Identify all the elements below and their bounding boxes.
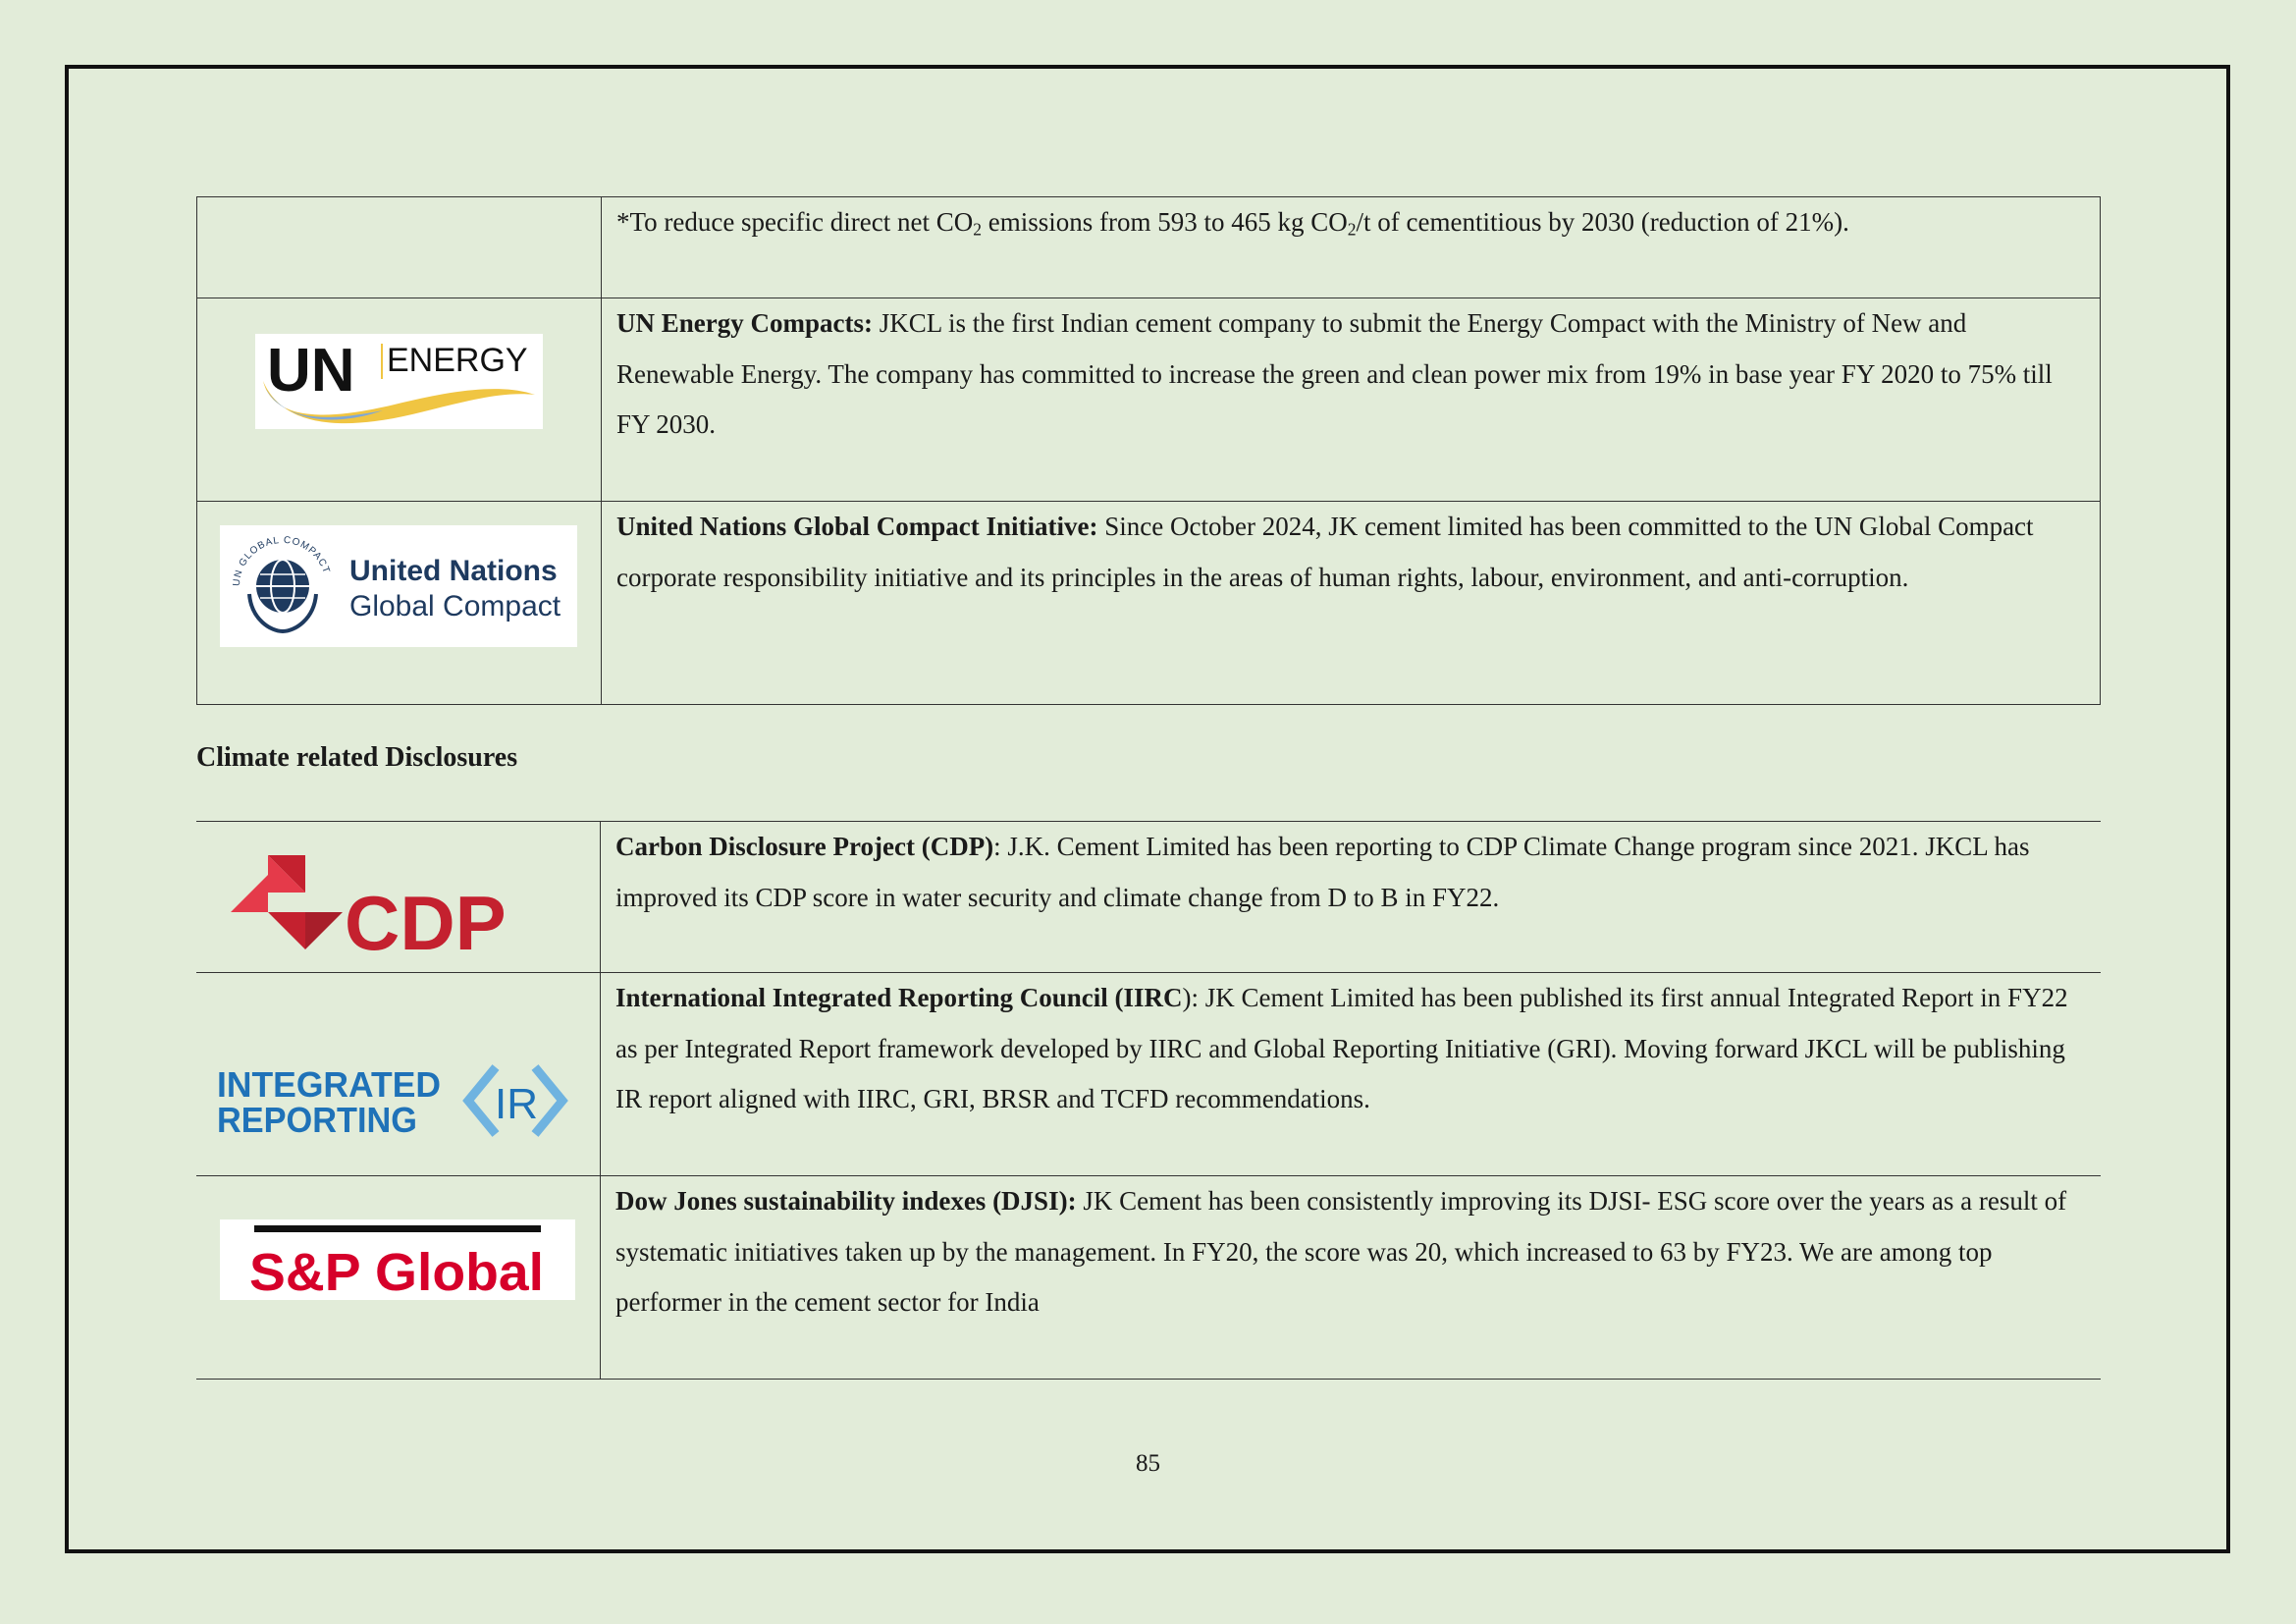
djsi-label: Dow Jones sustainability indexes (DJSI):	[615, 1186, 1077, 1216]
table-row	[197, 502, 2101, 705]
ungc-cell	[602, 502, 2101, 705]
cdp-label: Carbon Disclosure Project (CDP)	[615, 832, 994, 861]
un-energy-text: JKCL is the first Indian cement company to submit the Energy Compact with the Ministry of New and Renewable Energy. The company has committed to increase the green and clean power mix from 19% in base year FY 2020 to 75% till FY 2030.	[616, 308, 2053, 439]
un-energy-label: UN Energy Compacts:	[616, 308, 873, 338]
page-number: 85	[1136, 1450, 1160, 1477]
target-text-part: emissions from 593 to 465 kg CO	[981, 207, 1348, 237]
djsi-text: JK Cement has been consistently improving its DJSI- ESG score over the years as a result of systematic initiatives taken up by the management. In FY20, the score was 20, which increased to 63 by FY23. We are among top performer in the cement sector for India	[615, 1186, 2067, 1317]
ir-line2: REPORTING	[217, 1100, 417, 1140]
un-energy-logo-text: UN	[267, 337, 355, 405]
logo-cell	[197, 298, 602, 502]
cdp-cell	[601, 822, 2102, 973]
co2-subscript: 2	[1347, 219, 1357, 240]
ir-mark: IR	[495, 1080, 538, 1128]
un-global-compact-logo	[220, 525, 577, 647]
target-cell	[602, 197, 2101, 298]
cdp-logo	[229, 851, 533, 959]
empty-logo-cell	[197, 197, 602, 298]
djsi-cell	[601, 1176, 2102, 1380]
section-title: Climate related Disclosures	[196, 742, 518, 773]
logo-cell	[196, 1176, 601, 1380]
un-energy-cell	[602, 298, 2101, 502]
table-row	[197, 197, 2101, 298]
un-energy-logo	[255, 334, 543, 429]
sp-global-logo-text: S&P Global	[249, 1243, 544, 1300]
cdp-logo-text: CDP	[345, 880, 507, 959]
ir-line1: INTEGRATED	[217, 1064, 441, 1105]
un-globe-wreath-icon	[220, 525, 577, 647]
ungc-line2: Global Compact	[349, 590, 561, 623]
cdp-text: : J.K. Cement Limited has been reporting to CDP Climate Change program since 2021. JKCL has improved its CDP score in water security and climate change from D to B in FY22.	[615, 832, 2030, 912]
logo-cell	[196, 973, 601, 1176]
table-row	[196, 973, 2101, 1176]
commitments-table	[196, 196, 2101, 705]
ir-chevrons-icon	[215, 1061, 568, 1140]
un-energy-logo-subtext: ENERGY	[387, 342, 528, 379]
ungc-label: United Nations Global Compact Initiative:	[616, 512, 1098, 541]
ring-text: UN GLOBAL COMPACT	[231, 534, 333, 587]
ungc-line1: United Nations	[349, 555, 558, 587]
ungc-text: Since October 2024, JK cement limited has been committed to the UN Global Compact corporate responsibility initiative and its principles in the areas of human rights, labour, environment, and anti-corruption.	[616, 512, 2034, 592]
un-energy-swoosh-icon	[255, 334, 543, 429]
cdp-arrows-icon	[229, 851, 533, 959]
sp-global-mark-icon	[220, 1219, 575, 1300]
sp-global-logo	[220, 1219, 575, 1300]
logo-cell	[197, 502, 602, 705]
target-text-part: /t of cementitious by 2030 (reduction of 21%).	[1356, 207, 1849, 237]
table-row	[196, 822, 2101, 973]
iirc-text: ): JK Cement Limited has been published its first annual Integrated Report in FY22 as per Integrated Report framework developed by IIRC and Global Reporting Initiative (GRI). Moving forward JKCL will be publishing IR report aligned with IIRC, GRI, BRSR and TCFD recommendations.	[615, 983, 2068, 1113]
co2-subscript: 2	[973, 219, 982, 240]
disclosures-table	[196, 821, 2101, 1380]
integrated-reporting-logo	[215, 1061, 568, 1140]
iirc-label: International Integrated Reporting Council (IIRC	[615, 983, 1183, 1012]
logo-cell	[196, 822, 601, 973]
target-text-part: *To reduce specific direct net CO	[616, 207, 974, 237]
table-row	[196, 1176, 2101, 1380]
table-row	[197, 298, 2101, 502]
iirc-cell	[601, 973, 2102, 1176]
